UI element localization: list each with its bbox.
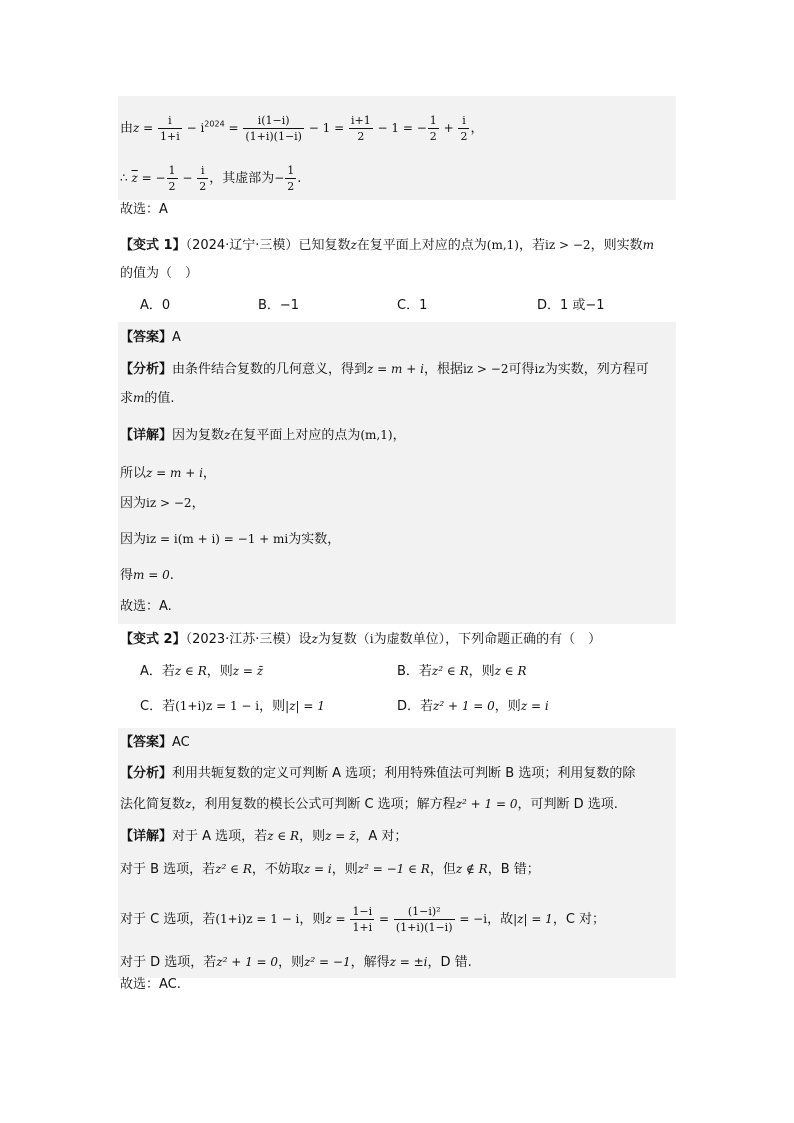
fraction: $\frac{1}{2}$: [429, 114, 437, 143]
v2-answer: 【答案】AC: [120, 735, 190, 750]
v1-question-line-1: 【变式 1】（2024·辽宁·三模）已知复数z在复平面上对应的点为(m,1)，若iz > −2，则实数m: [120, 238, 654, 253]
fraction: $\frac{i+1}{2}$: [351, 114, 371, 143]
v1-question-line-2: 的值为（ ）: [120, 266, 199, 281]
v1-option-c[interactable]: C．1: [397, 298, 428, 313]
v1-step-2: 因为iz > −2，: [120, 496, 205, 511]
fraction: $\frac{i(1-i)}{(1+i)(1-i)}$: [245, 114, 302, 143]
v1-choice: 故选：A.: [120, 599, 172, 614]
v1-option-d[interactable]: D．1 或−1: [537, 298, 605, 313]
fraction: $\frac{i}{1+i}$: [160, 114, 180, 143]
v1-option-b[interactable]: B．−1: [258, 298, 300, 313]
v1-answer: 【答案】A: [120, 330, 181, 345]
fraction: $\frac{i}{2}$: [199, 164, 207, 193]
fraction: $\frac{1}{2}$: [168, 164, 176, 193]
v2-question-line: 【变式 2】（2023·江苏·三模）设z为复数（i为虚数单位），下列命题正确的有（ ）: [120, 632, 602, 647]
v2-option-b[interactable]: B．若z² ∈ R，则z ∈ R: [397, 664, 527, 679]
v1-option-a[interactable]: A．0: [140, 298, 171, 313]
fraction: $\frac{1-i}{1+i}$: [352, 905, 373, 934]
v2-analysis-line-2: 法化简复数z，利用复数的模长公式可判断 C 选项；解方程z² + 1 = 0，可判断 D 选项.: [120, 797, 618, 812]
v1-analysis-line-2: 求m的值.: [120, 391, 175, 406]
fraction: $\frac{i}{2}$: [460, 114, 468, 143]
v1-tag: 【变式 1】: [120, 238, 186, 253]
fraction: $\frac{1}{2}$: [287, 164, 295, 193]
v1-detail-line-1: 【详解】因为复数z在复平面上对应的点为(m,1)，: [120, 428, 406, 443]
v2-tag: 【变式 2】: [120, 632, 186, 647]
v1-step-4: 得m = 0.: [120, 568, 174, 583]
v2-choice: 故选：AC.: [120, 977, 181, 992]
intro-line-1: 由z = $\frac{i}{1+i}$ − $i^{2024}$ = $\frac{i(1-i)}{(1+i)(1-i)}$ − 1 = $\frac{i+1}{2}$ − 1 = − $\frac{1}{2}$ + $\frac{i}{2}$ ，: [120, 114, 484, 143]
v1-step-3: 因为iz = i(m + i) = −1 + mi为实数，: [120, 532, 341, 547]
v2-analysis-line-1: 【分析】利用共轭复数的定义可判断 A 选项；利用特殊值法可判断 B 选项；利用复数的除: [120, 766, 636, 781]
v2-detail-b: 对于 B 选项，若z² ∈ R，不妨取z = i，则z² = −1 ∈ R，但z ∉ R，B 错；: [120, 862, 540, 877]
v2-detail-c: 对于 C 选项，若(1+i)z = 1 − i，则z = $\frac{1-i}{1+i}$ = $\frac{\text{(1−i)²}}{(1+i)(1-i)}$ = −i，故|z| = 1，C 对；: [120, 905, 606, 934]
v1-analysis-line-1: 【分析】由条件结合复数的几何意义，得到z = m + i，根据iz > −2可得iz为实数，列方程可: [120, 362, 649, 377]
fraction: $\frac{\text{(1−i)²}}{(1+i)(1-i)}$: [395, 905, 453, 934]
v2-option-d[interactable]: D．若z² + 1 = 0，则z = i: [397, 699, 549, 714]
v2-detail-a: 【详解】对于 A 选项，若z ∈ R，则z = z̄，A 对；: [120, 829, 408, 844]
v2-option-a[interactable]: A．若z ∈ R，则z = z̄: [140, 664, 264, 679]
v2-detail-d: 对于 D 选项，若z² + 1 = 0，则z² = −1，解得z = ±i，D 错.: [120, 955, 472, 970]
v2-option-c[interactable]: C．若(1+i)z = 1 − i，则|z| = 1: [140, 699, 325, 714]
intro-line-2: ∴ $\overline{z}$ = − $\frac{1}{2}$ − $\frac{i}{2}$ ，其虚部为− $\frac{1}{2}$ .: [120, 164, 302, 193]
v1-step-1: 所以z = m + i，: [120, 466, 216, 481]
intro-choice: 故选：A: [120, 202, 168, 217]
